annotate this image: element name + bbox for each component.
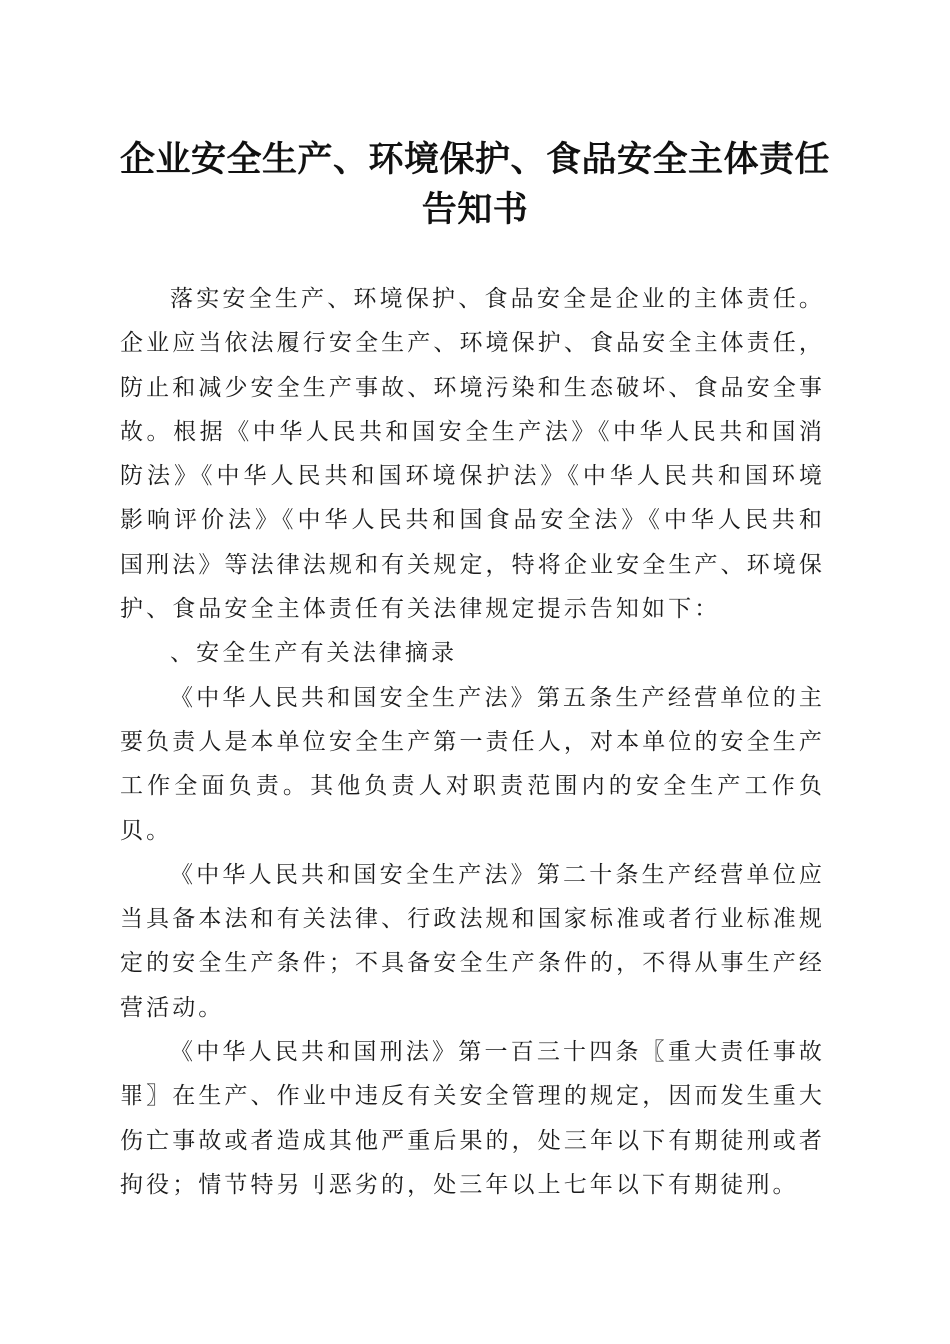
document-body xyxy=(120,277,825,1207)
document-title-line-1: 企业安全生产、环境保护、食品安全主体责任 xyxy=(119,139,830,180)
paragraph-intro: 落实安全生产、环境保护、食品安全是企业的主体责任。企业应当依法履行安全生产、环境保护、食品安全主体责任，防止和减少安全生产事故、环境污染和生态破坏、食品安全事故。根据《中华人民共和国安全生产法》《中华人民共和国消防法》《中华人民共和国环境保护法》《中华人民共和国环境影响评价法》《中华人民共和国食品安全法》《中华人民共和国刑法》等法律法规和有关规定，特将企业安全生产、环境保护、食品安全主体责任有关法律规定提示告知如下： xyxy=(120,286,825,623)
paragraph-article-20: 《中华人民共和国安全生产法》第二十条生产经营单位应当具备本法和有关法律、行政法规和国家标准或者行业标准规定的安全生产条件；不具备安全生产条件的，不得从事生产经营活动。 xyxy=(120,861,825,1021)
document-title-line-2: 告知书 xyxy=(421,189,529,230)
paragraph-article-5: 《中华人民共和国安全生产法》第五条生产经营单位的主要负责人是本单位安全生产第一责任人，对本单位的安全生产工作全面负责。其他负责人对职责范围内的安全生产工作负贝。 xyxy=(120,684,825,844)
paragraph-criminal-law-134: 《中华人民共和国刑法》第一百三十四条〖重大责任事故罪〗在生产、作业中违反有关安全管理的规定，因而发生重大伤亡事故或者造成其他严重后果的，处三年以下有期徒刑或者拘役；情节特另刂恶劣的，处三年以上七年以下有期徒刑。 xyxy=(120,1039,825,1198)
section-heading-safety-law-excerpts: 、安全生产有关法律摘录 xyxy=(170,640,458,667)
